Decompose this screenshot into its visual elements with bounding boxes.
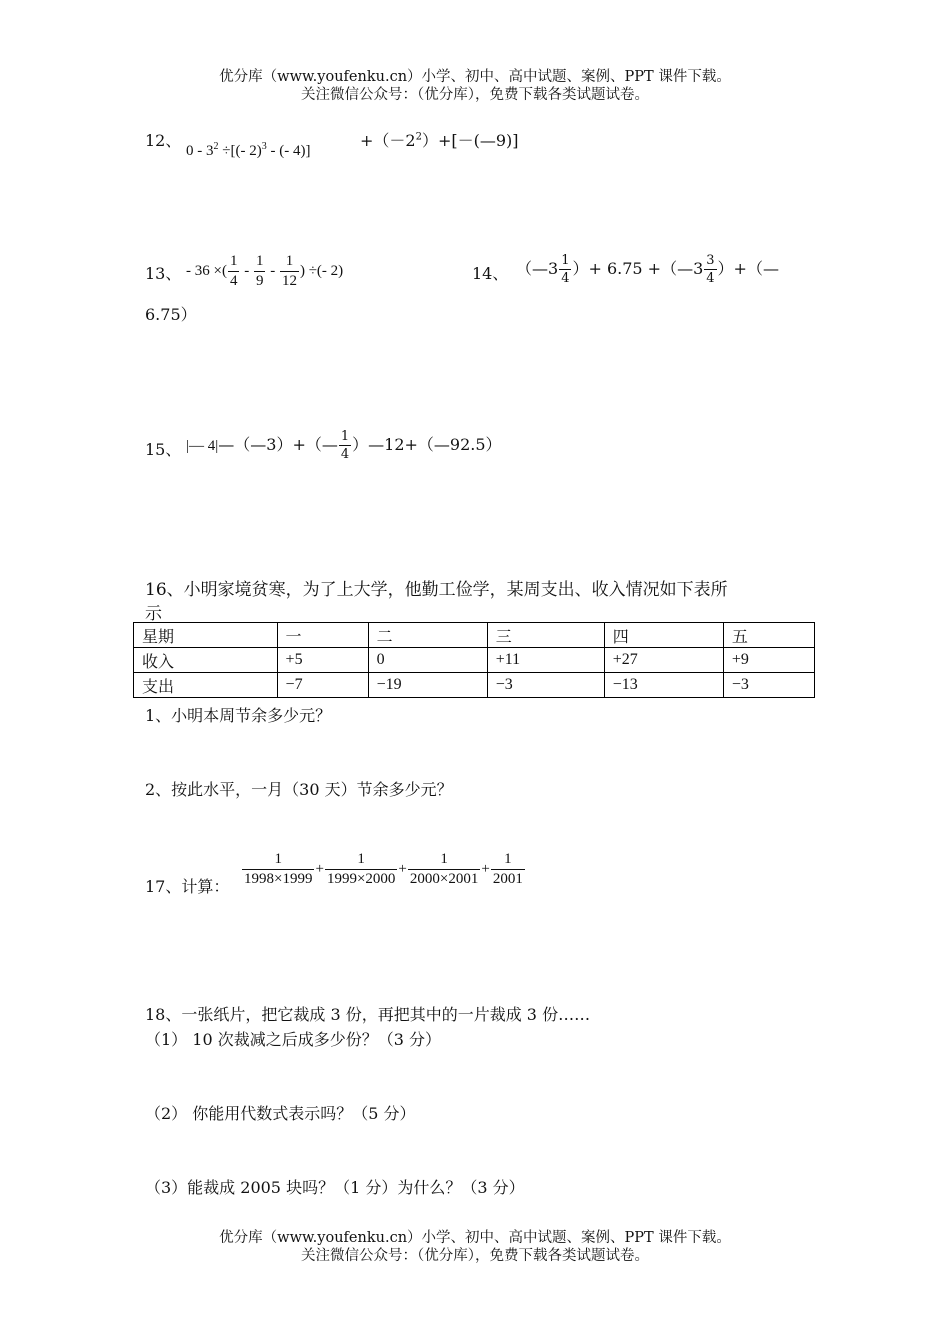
table-cell: 五	[723, 623, 814, 648]
q17-fraction-3: $\frac{1}{2000\times 2001}$	[409, 851, 479, 887]
q15-absolute-value: |— 4|	[186, 438, 219, 454]
table-cell: 支出	[134, 673, 278, 698]
q15-fraction: $\frac{1}{4}$	[340, 429, 350, 462]
table-cell: +11	[487, 648, 604, 673]
plus-sign: +	[315, 860, 324, 877]
footer-line-2: 关注微信公众号：（优分库），免费下载各类试题试卷。	[301, 1248, 649, 1264]
q12-expression-part2	[360, 128, 519, 151]
table-cell: 四	[604, 623, 723, 648]
q17-fraction-1: $\frac{1}{1998\times 1999}$	[244, 851, 313, 887]
table-row-income	[134, 648, 815, 673]
q17-fraction-4: $\frac{1}{2001}$	[492, 851, 523, 887]
q12-expression-part1	[186, 141, 310, 160]
q12-term-a: 0 - 3	[186, 143, 214, 159]
q14-number: 14、	[472, 264, 509, 283]
table-header-row	[134, 623, 815, 648]
income-expense-table	[133, 622, 815, 698]
table-cell: 0	[368, 648, 487, 673]
q15-expression: |— 4|—（—3）+（— $\frac{1}{4}$ ）—12+（—92.5）	[186, 429, 502, 462]
table-cell: −19	[368, 673, 487, 698]
q13-suffix: ) ÷(- 2)	[299, 262, 344, 279]
table-cell: −3	[723, 673, 814, 698]
q15-number: 15、	[145, 440, 182, 459]
q14-fraction-1: $\frac{1}{4}$	[561, 253, 570, 286]
q13-number: 13、	[145, 264, 182, 283]
q12-term-d: +（－2	[360, 131, 416, 150]
q12-term-b: ÷[(- 2)	[218, 143, 262, 159]
table-cell: 星期	[134, 623, 278, 648]
q18-sub-question-3: （3）能裁成 2005 块吗？（1 分）为什么？（3 分）	[145, 1178, 525, 1197]
q17-expression	[241, 852, 526, 887]
table-cell: 二	[368, 623, 487, 648]
q13-fraction-1: $\frac{1}{4}$	[229, 253, 238, 289]
plus-sign: +	[398, 860, 407, 877]
q16-stem-line-1: 16、小明家境贫寒，为了上大学，他勤工俭学，某周支出、收入情况如下表所	[145, 580, 728, 600]
q12-exp-b: 3	[261, 141, 267, 152]
q13-fraction-2: $\frac{1}{9}$	[255, 253, 264, 289]
table-cell: −7	[277, 673, 368, 698]
q13-expression: - 36 ×( $\frac{1}{4}$ - $\frac{1}{9}$ - $\frac{1}{12}$ ) ÷(- 2)	[186, 253, 344, 289]
table-cell: 收入	[134, 648, 278, 673]
q14-expression: （—3 $\frac{1}{4}$ ）+ 6.75 +（—3 $\frac{3}{4}$ ）+（—	[516, 253, 779, 286]
footer-line-1: 优分库（www.youfenku.cn）小学、初中、高中试题、案例、PPT 课件下载。	[219, 1230, 731, 1246]
q18-sub-question-2: （2） 你能用代数式表示吗？（5 分）	[145, 1104, 416, 1123]
q16-sub-question-1: 1、小明本周节余多少元？	[145, 706, 332, 725]
q13-fraction-3: $\frac{1}{12}$	[281, 253, 297, 289]
q14-continuation: 6.75）	[145, 305, 197, 324]
table-cell: 三	[487, 623, 604, 648]
q17-label: 17、计算：	[145, 877, 230, 896]
q12-term-e: ）+[－(—9)]	[421, 131, 519, 150]
q12-number: 12、	[145, 131, 182, 150]
header-line-2: 关注微信公众号：（优分库），免费下载各类试题试卷。	[301, 87, 649, 103]
q17-fraction-2: $\frac{1}{1999\times 2000}$	[326, 851, 396, 887]
table-row-expense	[134, 673, 815, 698]
q12-term-c: - (- 4)]	[266, 143, 311, 159]
table-cell: 一	[277, 623, 368, 648]
header-line-1: 优分库（www.youfenku.cn）小学、初中、高中试题、案例、PPT 课件下载。	[219, 69, 731, 85]
plus-sign: +	[481, 860, 490, 877]
table-cell: −13	[604, 673, 723, 698]
q16-sub-question-2: 2、按此水平，一月（30 天）节余多少元？	[145, 780, 453, 799]
table-cell: −3	[487, 673, 604, 698]
q12-exp-a: 2	[213, 141, 219, 152]
table-cell: +9	[723, 648, 814, 673]
q13-prefix: - 36 ×(	[186, 262, 227, 279]
q12-exp-d: 2	[415, 131, 422, 143]
table-cell: +5	[277, 648, 368, 673]
table-cell: +27	[604, 648, 723, 673]
q18-stem: 18、一张纸片，把它裁成 3 份，再把其中的一片裁成 3 份……	[145, 1005, 591, 1024]
q14-fraction-2: $\frac{3}{4}$	[706, 253, 715, 286]
q18-sub-question-1: （1） 10 次裁减之后成多少份？（3 分）	[145, 1030, 441, 1049]
q16-stem-line-2: 示	[145, 604, 162, 624]
